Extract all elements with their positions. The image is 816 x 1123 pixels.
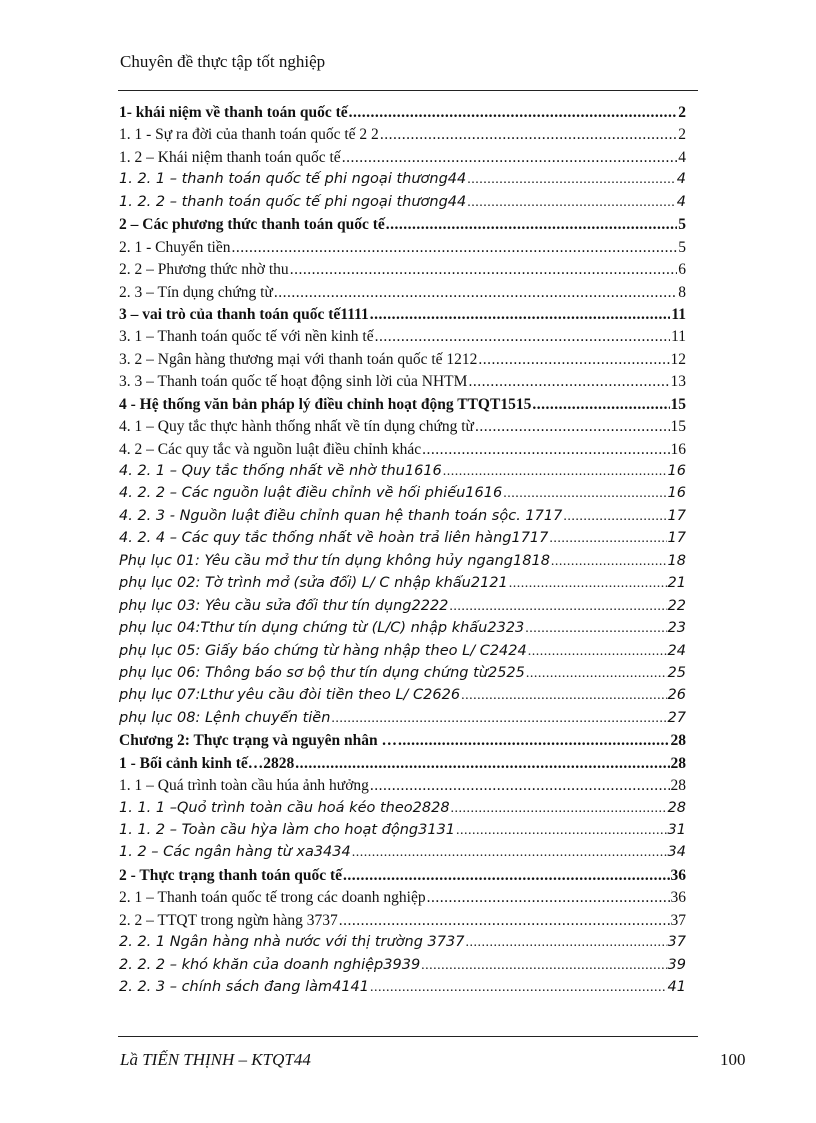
toc-entry-page: 17 (667, 530, 686, 547)
toc-dot-leader (370, 777, 670, 795)
toc-dot-leader (461, 688, 666, 704)
toc-entry[interactable] (119, 149, 686, 171)
toc-entry-page: 37 (670, 911, 686, 929)
toc-dot-leader (525, 621, 666, 637)
toc-dot-leader (339, 912, 670, 930)
toc-entry-page: 28 (670, 777, 686, 795)
toc-entry[interactable] (119, 800, 686, 822)
toc-entry[interactable] (119, 171, 686, 193)
toc-entry[interactable] (119, 418, 686, 440)
toc-entry-page: 39 (667, 956, 686, 973)
toc-entry-page: 22 (667, 597, 686, 614)
toc-dot-leader (375, 328, 670, 346)
toc-entry[interactable] (119, 194, 686, 216)
footer-page-number: 100 (720, 1050, 746, 1069)
toc-entry-page: 21 (667, 575, 686, 592)
toc-entry[interactable] (119, 261, 686, 283)
toc-entry-label: 4. 2. 4 – Các quy tắc thống nhất về hoàn trả liên hàng1717 (119, 530, 549, 547)
toc-entry-label: 4. 2. 2 – Các nguồn luật điều chỉnh về hối phiếu1616 (119, 485, 503, 502)
header-divider (118, 90, 698, 91)
toc-entry-page: 17 (667, 507, 686, 524)
toc-entry[interactable] (119, 284, 686, 306)
toc-dot-leader (352, 845, 667, 861)
toc-dot-leader (465, 935, 666, 951)
toc-entry[interactable] (119, 732, 686, 754)
toc-entry[interactable] (119, 463, 686, 485)
toc-entry[interactable] (119, 575, 686, 597)
toc-entry-page: 34 (667, 844, 686, 861)
toc-entry-page: 16 (670, 440, 686, 458)
toc-entry[interactable] (119, 306, 686, 328)
toc-entry[interactable] (119, 957, 686, 979)
toc-entry-label: phụ lục 03: Yêu cầu sửa đổi thư tín dụng2222 (119, 597, 449, 614)
toc-dot-leader (343, 867, 669, 885)
toc-entry[interactable] (119, 239, 686, 261)
toc-entry-label: 4. 2. 1 – Quy tắc thống nhất về nhờ thu1616 (119, 463, 442, 479)
toc-entry[interactable] (119, 755, 686, 777)
toc-dot-leader (295, 755, 669, 773)
toc-entry-label: 1. 2 – Các ngân hàng từ xa3434 (119, 844, 351, 861)
toc-entry[interactable] (119, 710, 686, 732)
toc-entry-label: phụ lục 06: Thông báo sơ bộ thư tín dụng chứng từ2525 (119, 664, 525, 681)
toc-entry[interactable] (119, 351, 686, 373)
toc-entry[interactable] (119, 328, 686, 350)
toc-dot-leader (421, 958, 666, 974)
toc-dot-leader (232, 239, 678, 257)
toc-entry-label: phụ lục 04:Tthư tín dụng chứng từ (L/C) nhập khẩu2323 (119, 620, 525, 637)
toc-dot-leader (503, 486, 666, 502)
toc-entry-label: 1 - Bối cảnh kinh tế…2828 (119, 754, 295, 772)
toc-entry-page: 26 (667, 687, 686, 704)
toc-entry-page: 13 (670, 373, 686, 391)
toc-dot-leader (370, 306, 671, 324)
toc-entry-page: 5 (678, 216, 686, 234)
toc-dot-leader (398, 732, 670, 750)
toc-dot-leader (342, 149, 678, 167)
toc-dot-leader (551, 554, 667, 570)
toc-entry[interactable] (119, 104, 686, 126)
toc-entry-label: 1. 2 – Khái niệm thanh toán quốc tế (119, 148, 341, 166)
toc-entry-page: 28 (670, 754, 686, 772)
toc-entry[interactable] (119, 979, 686, 1001)
toc-entry-label: phụ lục 07:Lthư yêu cầu đòi tiền theo L/ C2626 (119, 687, 461, 704)
toc-entry-page: 2 (678, 126, 686, 144)
toc-entry-label: phụ lục 02: Tờ trình mở (sửa đổi) L/ C nhập khẩu2121 (119, 575, 508, 592)
toc-entry-page: 4 (676, 171, 686, 188)
toc-entry-page: 2 (678, 104, 686, 121)
toc-entry-label: 1. 2. 2 – thanh toán quốc tế phi ngoại thương44 (119, 193, 467, 210)
toc-dot-leader (456, 823, 667, 839)
toc-dot-leader (443, 464, 667, 480)
toc-entry-label: 4. 2 – Các quy tắc và nguồn luật điều chỉnh khác (119, 440, 422, 458)
toc-dot-leader (449, 599, 666, 615)
toc-entry-page: 6 (678, 261, 686, 279)
toc-entry-page: 28 (667, 799, 686, 816)
footer-divider (118, 1036, 698, 1037)
toc-entry-label: 1. 1 – Quá trình toàn cầu húa ảnh hưởng (119, 777, 369, 795)
toc-entry-page: 16 (667, 485, 686, 502)
toc-dot-leader (467, 172, 676, 188)
toc-entry-label: 2. 1 - Chuyển tiền (119, 238, 231, 256)
toc-entry-label: 2. 2 – Phương thức nhờ thu (119, 261, 289, 279)
toc-entry[interactable] (119, 373, 686, 395)
toc-dot-leader (331, 711, 666, 727)
toc-entry[interactable] (119, 485, 686, 507)
toc-dot-leader (549, 531, 666, 547)
toc-entry-label: Phụ lục 01: Yêu cầu mở thư tín dụng không hủy ngang1818 (119, 552, 550, 569)
toc-dot-leader (427, 889, 670, 907)
toc-entry-page: 31 (667, 822, 686, 838)
toc-entry-page: 25 (667, 664, 686, 681)
toc-entry[interactable] (119, 553, 686, 575)
toc-dot-leader (290, 261, 678, 279)
toc-entry-page: 11 (671, 328, 686, 346)
toc-entry-label: phụ lục 08: Lệnh chuyển tiền (119, 709, 331, 726)
toc-entry-label: Chương 2: Thực trạng và nguyên nhân … (119, 732, 397, 750)
toc-entry-label: 1- khái niệm về thanh toán quốc tế (119, 104, 348, 121)
toc-dot-leader (451, 801, 667, 817)
toc-dot-leader (468, 373, 669, 391)
toc-entry[interactable] (119, 643, 686, 665)
toc-entry[interactable] (119, 508, 686, 530)
toc-entry-page: 4 (676, 193, 686, 210)
toc-entry-label: 2. 2. 3 – chính sách đang làm4141 (119, 979, 370, 996)
toc-entry-label: 2. 2 – TTQT trong ngừn hàng 3737 (119, 911, 338, 929)
table-of-contents (119, 104, 686, 1002)
toc-entry-label: 1. 1. 1 –Quỏ trình toàn cầu hoá kéo theo2828 (119, 799, 450, 816)
toc-dot-leader (532, 396, 669, 414)
toc-entry-page: 27 (667, 709, 686, 726)
toc-entry-label: 3. 2 – Ngân hàng thương mại với thanh toán quốc tế 1212 (119, 350, 478, 368)
toc-dot-leader (467, 195, 676, 211)
toc-entry-label: 3 – vai trò của thanh toán quốc tế1111 (119, 305, 369, 323)
toc-entry[interactable] (119, 441, 686, 463)
toc-dot-leader (475, 418, 670, 436)
toc-dot-leader (349, 104, 678, 122)
toc-entry-page: 5 (678, 238, 686, 256)
toc-entry-page: 12 (670, 350, 686, 368)
toc-entry-label: 2 - Thực trạng thanh toán quốc tế (119, 866, 343, 884)
toc-entry-page: 15 (670, 418, 686, 436)
toc-dot-leader (422, 441, 669, 459)
toc-entry-label: 4 - Hệ thống văn bản pháp lý điều chỉnh hoạt động TTQT1515 (119, 395, 532, 413)
toc-entry[interactable] (119, 777, 686, 799)
toc-entry[interactable] (119, 216, 686, 238)
toc-entry-label: phụ lục 05: Giấy báo chứng từ hàng nhập theo L/ C2424 (119, 642, 527, 659)
toc-entry-label: 2. 2. 2 – khó khăn của doanh nghiệp3939 (119, 956, 421, 973)
toc-entry[interactable] (119, 396, 686, 418)
toc-entry-page: 41 (667, 979, 686, 996)
toc-entry-page: 36 (670, 889, 686, 907)
page-header-title: Chuyên đề thực tập tốt nghiệp (120, 52, 326, 71)
toc-entry-label: 4. 1 – Quy tắc thực hành thống nhất về tín dụng chứng từ (119, 418, 474, 436)
footer-author: Lầ TIẾN THỊNH – KTQT44 (120, 1050, 311, 1069)
toc-dot-leader (386, 216, 678, 234)
toc-entry-label: 2 – Các phương thức thanh toán quốc tế (119, 216, 385, 234)
toc-entry-page: 16 (667, 463, 686, 479)
toc-entry-page: 28 (670, 732, 686, 750)
toc-entry[interactable] (119, 598, 686, 620)
toc-entry-page: 11 (671, 305, 686, 323)
toc-entry-page: 8 (678, 283, 686, 301)
toc-dot-leader (563, 509, 666, 525)
toc-entry-page: 37 (667, 934, 686, 951)
toc-dot-leader (380, 126, 677, 144)
toc-dot-leader (478, 351, 669, 369)
toc-dot-leader (370, 980, 667, 996)
toc-dot-leader (509, 576, 667, 592)
toc-entry-page: 4 (678, 148, 686, 166)
toc-entry-page: 15 (670, 395, 686, 413)
toc-entry-label: 1. 1. 2 – Toàn cầu hỳa làm cho hoạt động3131 (119, 822, 456, 838)
toc-entry[interactable] (119, 889, 686, 911)
toc-dot-leader (528, 644, 667, 660)
toc-dot-leader (526, 666, 667, 682)
toc-entry-page: 18 (667, 552, 686, 569)
toc-entry-label: 3. 1 – Thanh toán quốc tế với nền kinh tế (119, 328, 374, 346)
toc-entry-label: 2. 2. 1 Ngân hàng nhà nước với thị trường 3737 (119, 934, 465, 951)
toc-entry[interactable] (119, 665, 686, 687)
toc-entry[interactable] (119, 844, 686, 866)
toc-entry-label: 1. 1 - Sự ra đời của thanh toán quốc tế 2 2 (119, 126, 379, 144)
toc-entry-page: 24 (667, 642, 686, 659)
toc-entry-label: 2. 3 – Tín dụng chứng từ (119, 283, 273, 301)
toc-entry[interactable] (119, 867, 686, 889)
toc-entry[interactable] (119, 620, 686, 642)
toc-dot-leader (274, 284, 677, 302)
toc-entry-page: 36 (670, 866, 686, 884)
toc-entry[interactable] (119, 687, 686, 709)
toc-entry[interactable] (119, 126, 686, 148)
toc-entry-label: 1. 2. 1 – thanh toán quốc tế phi ngoại thương44 (119, 171, 467, 188)
toc-entry-label: 2. 1 – Thanh toán quốc tế trong các doanh nghiệp (119, 889, 426, 907)
toc-entry[interactable] (119, 912, 686, 934)
toc-entry[interactable] (119, 934, 686, 956)
toc-entry-label: 3. 3 – Thanh toán quốc tế hoạt động sinh lời của NHTM (119, 373, 468, 391)
toc-entry[interactable] (119, 530, 686, 552)
toc-entry-page: 23 (667, 620, 686, 637)
toc-entry[interactable] (119, 822, 686, 844)
toc-entry-label: 4. 2. 3 - Nguồn luật điều chỉnh quan hệ thanh toán sộc. 1717 (119, 507, 563, 524)
